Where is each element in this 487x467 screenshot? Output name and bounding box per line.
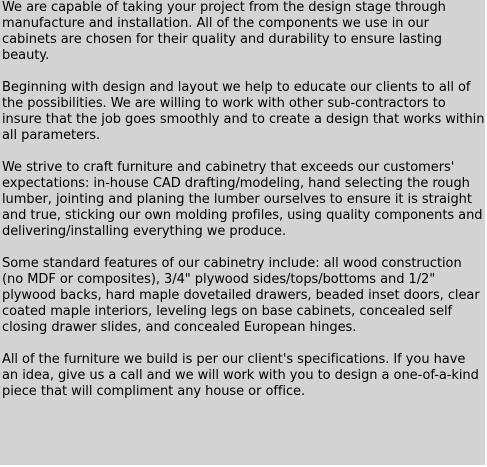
paragraph-capabilities: We are capable of taking your project from the design stage through manufacture and installation. All of the components we use in our cabinets are chosen for their quality and durability to ensure lasting beauty. xyxy=(2,0,446,63)
paragraph-custom-furniture: All of the furniture we build is per our client's specifications. If you have an idea, give us a call and we will work with you to design a one-of-a-kind piece that will compliment any house or office. xyxy=(2,352,479,399)
paragraph-craftsmanship: We strive to craft furniture and cabinetry that exceeds our customers' expectations: in-house CAD drafting/modeling, hand selecting the rough lumber, jointing and planing the lumber ourselves to ensure it is straight and true, sticking our own molding profiles, using quality components and delivering/installing everything we produce. xyxy=(2,160,483,239)
paragraph-design-layout: Beginning with design and layout we help to educate our clients to all of the possibilities. We are willing to work with other sub-contractors to insure that the job goes smoothly and to create a design that works within all parameters. xyxy=(2,80,485,143)
paragraph-standard-features: Some standard features of our cabinetry include: all wood construction (no MDF or composites), 3/4" plywood sides/tops/bottoms and 1/2" plywood backs, hard maple dovetailed drawers, beaded inset doors, clear coated maple interiors, leveling legs on base cabinets, concealed self closing drawer slides, and concealed European hinges. xyxy=(2,256,480,335)
